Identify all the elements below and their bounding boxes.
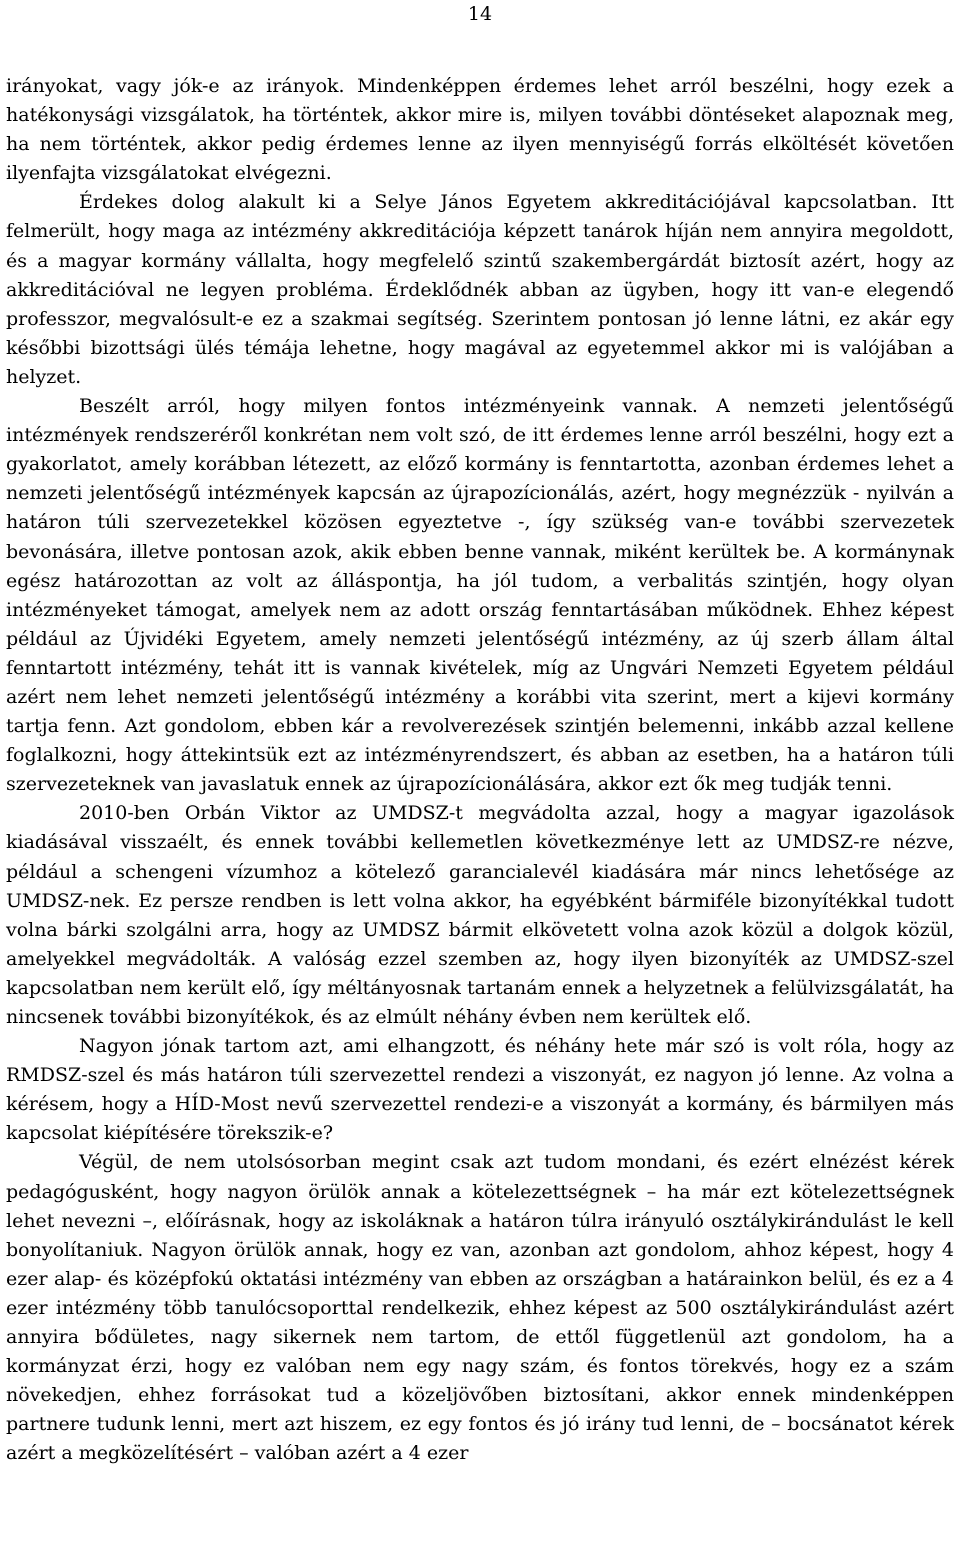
paragraph: 2010-ben Orbán Viktor az UMDSZ-t megvádolta azzal, hogy a magyar igazolások kiadásával visszaélt, és ennek további kellemetlen következménye lett az UMDSZ-re nézve, például a schengeni vízumhoz a kötelező garancialevél kiadására már nincs lehetősége az UMDSZ-nek. Ez persze rendben is lett volna akkor, ha egyébként bármiféle bizonyítékkal tudott volna bárki szolgálni arra, hogy az UMDSZ bármit elkövetett volna azok közül a dolgok közül, amelyekkel megvádolták. A valóság ezzel szemben az, hogy ilyen bizonyíték az UMDSZ-szel kapcsolatban nem került elő, így méltányosnak tartanám ennek a helyzetnek a felülvizsgálatát, ha nincsenek további bizonyítékok, és az elmúlt néhány évben nem kerültek elő. — [6, 802, 954, 1028]
page-number: 14 — [467, 3, 493, 25]
body-text — [6, 72, 954, 1469]
paragraph: Érdekes dolog alakult ki a Selye János Egyetem akkreditációjával kapcsolatban. Itt felmerült, hogy maga az intézmény akkreditációja képzett tanárok híján nem annyira megoldott, és a magyar kormány vállalta, hogy megfelelő szintű szakembergárdát biztosít azért, hogy az akkreditációval ne legyen probléma. Érdeklődnék abban az ügyben, hogy itt van-e elegendő professzor, megvalósult-e ez a szakmai segítség. Szerintem pontosan jó lenne látni, ez akár egy későbbi bizottsági ülés témája lehetne, hogy magával az egyetemmel akkor mi is valójában a helyzet. — [6, 191, 954, 388]
paragraph: Nagyon jónak tartom azt, ami elhangzott, és néhány hete már szó is volt róla, hogy az RMDSZ-szel és más határon túli szervezettel rendezi a viszonyát, ez nagyon jó lenne. Az volna a kérésem, hogy a HÍD-Most nevű szervezettel rendezi-e a viszonyát a kormány, és bármilyen más kapcsolat kiépítésére törekszik-e? — [6, 1035, 954, 1145]
paragraph: Beszélt arról, hogy milyen fontos intézményeink vannak. A nemzeti jelentőségű intézmények rendszeréről konkrétan nem volt szó, de itt érdemes lenne arról beszélni, hogy ezt a gyakorlatot, amely korábban létezett, az előző kormány is fenntartotta, azonban érdemes lehet a nemzeti jelentőségű intézmények kapcsán az újrapozícionálás, azért, hogy megnézzük - nyilván a határon túli szervezetekkel közösen egyeztetve -, így szükség van-e további szervezetek bevonására, illetve pontosan azok, akik ebben benne vannak, miként kerültek be. A kormánynak egész határozottan az volt az álláspontja, ha jól tudom, a verbalitás szintjén, hogy olyan intézményeket támogat, amelyek nem az adott ország fenntartásában működnek. Ehhez képest például az Újvidéki Egyetem, amely nemzeti jelentőségű intézmény, az új szerb állam által fenntartott intézmény, tehát itt is vannak kivételek, míg az Ungvári Nemzeti Egyetem például azért nem lehet nemzeti jelentőségű intézmény a korábbi vita szerint, mert a kijevi kormány tartja fenn. Azt gondolom, ebben kár a revolverezések szintjén belemenni, inkább azzal kellene foglalkozni, hogy áttekintsük ezt az intézményrendszert, és abban az esetben, ha a határon túli szervezeteknek van javaslatuk ennek az újrapozícionálására, akkor ezt ők meg tudják tenni. — [6, 395, 954, 796]
paragraph: Végül, de nem utolsósorban megint csak azt tudom mondani, és ezért elnézést kérek pedagógusként, hogy nagyon örülök annak a kötelezettségnek – ha már ezt kötelezettségnek lehet nevezni –, előírásnak, hogy az iskoláknak a határon túlra irányuló osztálykirándulást le kell bonyolítaniuk. Nagyon örülök annak, hogy ez van, azonban azt gondolom, ahhoz képest, hogy 4 ezer alap- és középfokú oktatási intézmény van ebben az országban a határainkon belül, és ez a 4 ezer intézmény több tanulócsoporttal rendelkezik, ehhez képest az 500 osztálykirándulást azért annyira bődületes, nagy sikernek nem tartom, de ettől függetlenül azt gondolom, ha a kormányzat érzi, hogy ez valóban nem egy nagy szám, és fontos törekvés, hogy ez a szám növekedjen, ehhez forrásokat tud a közeljövőben biztosítani, akkor ennek mindenképpen partnere tudunk lenni, mert azt hiszem, ez egy fontos és jó irány tud lenni, de – bocsánatot kérek azért a megközelítésért – valóban azért a 4 ezer — [6, 1151, 954, 1465]
paragraph: irányokat, vagy jók-e az irányok. Mindenképpen érdemes lehet arról beszélni, hogy ezek a hatékonysági vizsgálatok, ha történtek, akkor mire is, milyen további döntéseket alapoznak meg, ha nem történtek, akkor pedig érdemes lenne az ilyen mennyiségű forrás elköltését követően ilyenfajta vizsgálatokat elvégezni. — [6, 75, 954, 185]
